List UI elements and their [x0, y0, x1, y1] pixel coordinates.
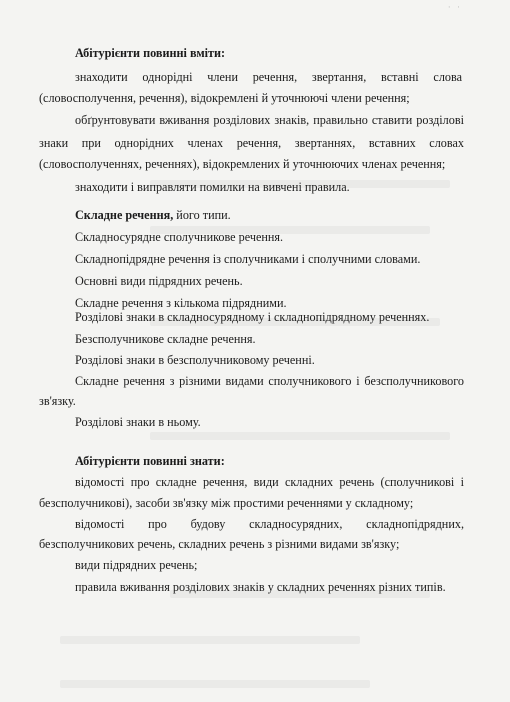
- skills-item-1-line-2: (словосполучення, речення), відокремлені й уточнюючі члени речення;: [39, 91, 410, 105]
- topic-4: Складне речення з кількома підрядними.: [75, 296, 287, 310]
- topic-7: Розділові знаки в безсполучниковому реченні.: [75, 353, 315, 367]
- knowledge-item-1-line-2: безсполучникові), засоби зв'язку між простими реченнями у складному;: [39, 496, 414, 510]
- knowledge-item-2-line-2: безсполучникових речень, складних речень з різними видами зв'язку;: [39, 537, 400, 551]
- section-title-complex-sentence: [75, 208, 231, 222]
- section-title-rest: його типи.: [173, 208, 231, 222]
- bleed-through-line: [150, 432, 450, 440]
- topic-mixed-line-1: Складне речення з різними видами сполучникового і безсполучникового: [75, 374, 464, 388]
- section-heading-knowledge: Абітурієнти повинні знати:: [75, 454, 225, 468]
- topic-6: Безсполучникове складне речення.: [75, 332, 256, 346]
- knowledge-item-4: правила вживання розділових знаків у складних реченнях різних типів.: [75, 580, 446, 594]
- skills-item-2-line-2: знаки при однорідних членах речення, звертаннях, вставних словах: [39, 136, 464, 150]
- skills-item-1-line-1: знаходити однорідні члени речення, звертання, вставні слова: [75, 70, 462, 84]
- topic-5: Розділові знаки в складносурядному і складнопідрядному реченнях.: [75, 310, 430, 324]
- topic-last: Розділові знаки в ньому.: [75, 415, 201, 429]
- section-heading-skills: Абітурієнти повинні вміти:: [75, 46, 226, 60]
- knowledge-item-1-line-1: відомості про складне речення, види складних речень (сполучникові і: [75, 475, 464, 489]
- knowledge-item-2-line-1: відомості про будову складносурядних, складнопідрядних,: [75, 517, 464, 531]
- scan-corner-mark: · ·: [447, 2, 462, 12]
- skills-item-3: знаходити і виправляти помилки на вивчені правила.: [75, 180, 350, 194]
- skills-item-2-line-3: (словосполученнях, реченнях), відокремлених й уточнюючих членах речення;: [39, 157, 446, 171]
- topic-2: Складнопідрядне речення із сполучниками і сполучними словами.: [75, 252, 421, 266]
- topic-mixed-line-2: зв'язку.: [39, 394, 76, 408]
- skills-item-2-line-1: обґрунтовувати вживання розділових знаків, правильно ставити розділові: [75, 113, 464, 127]
- section-title-bold: Складне речення,: [75, 208, 174, 222]
- bleed-through-line: [60, 680, 370, 688]
- topic-1: Складносурядне сполучникове речення.: [75, 230, 284, 244]
- bleed-through-line: [60, 636, 360, 644]
- topic-3: Основні види підрядних речень.: [75, 274, 243, 288]
- knowledge-item-3: види підрядних речень;: [75, 558, 198, 572]
